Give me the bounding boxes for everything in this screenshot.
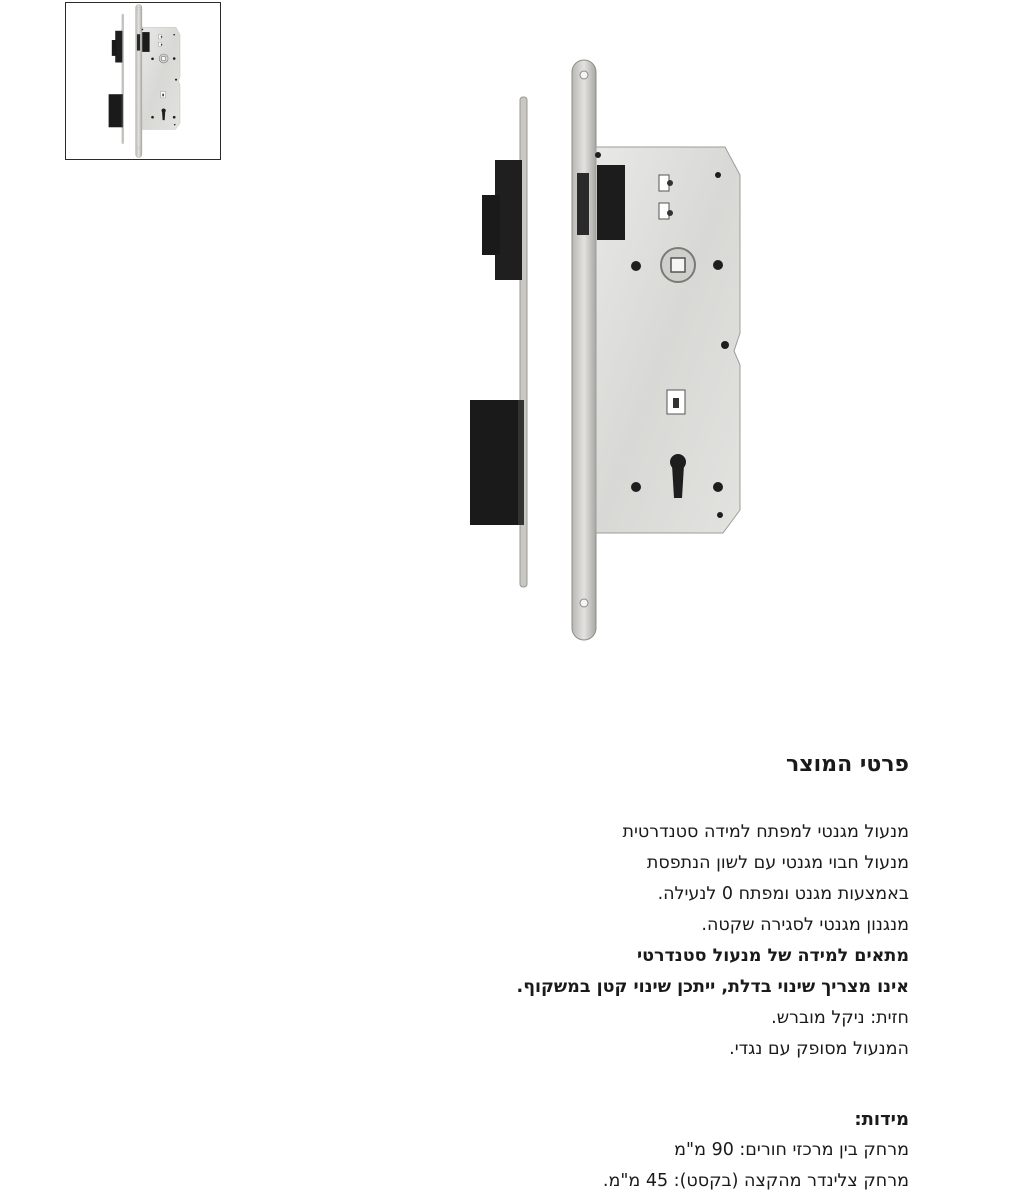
- description-line: חזית: ניקל מוברש.: [771, 1008, 909, 1028]
- magnetic-mortise-lock-thumbnail-icon: [66, 3, 220, 159]
- dimension-line: מרחק בין מרכזי חורים: 90 מ"מ: [674, 1140, 909, 1160]
- description-line: מתאים למידה של מנעול סטנדרטי: [636, 946, 909, 966]
- dimensions-title: מידות:: [854, 1109, 909, 1130]
- description-line: באמצעות מגנט ומפתח 0 לנעילה.: [657, 884, 909, 904]
- description-line: מנגנון מגנטי לסגירה שקטה.: [701, 915, 909, 935]
- description-list: [309, 817, 909, 1065]
- description-line: המנעול מסופק עם נגדי.: [729, 1039, 909, 1059]
- product-details: [309, 745, 909, 1197]
- product-details-title: פרטי המוצר: [786, 752, 909, 777]
- product-main-image: [440, 55, 760, 645]
- description-line: אינו מצריך שינוי בדלת, ייתכן שינוי קטן במשקוף.: [516, 977, 909, 997]
- product-thumbnail[interactable]: [65, 2, 221, 160]
- dimension-line: מרחק צלינדר מהקצה (בקסט): 45 מ"מ.: [602, 1171, 909, 1191]
- description-line: מנעול מגנטי למפתח למידה סטנדרטית: [622, 822, 909, 842]
- dimensions-list: [309, 1135, 909, 1197]
- description-line: מנעול חבוי מגנטי עם לשון הנתפסת: [646, 853, 909, 873]
- magnetic-mortise-lock-icon: [440, 55, 760, 645]
